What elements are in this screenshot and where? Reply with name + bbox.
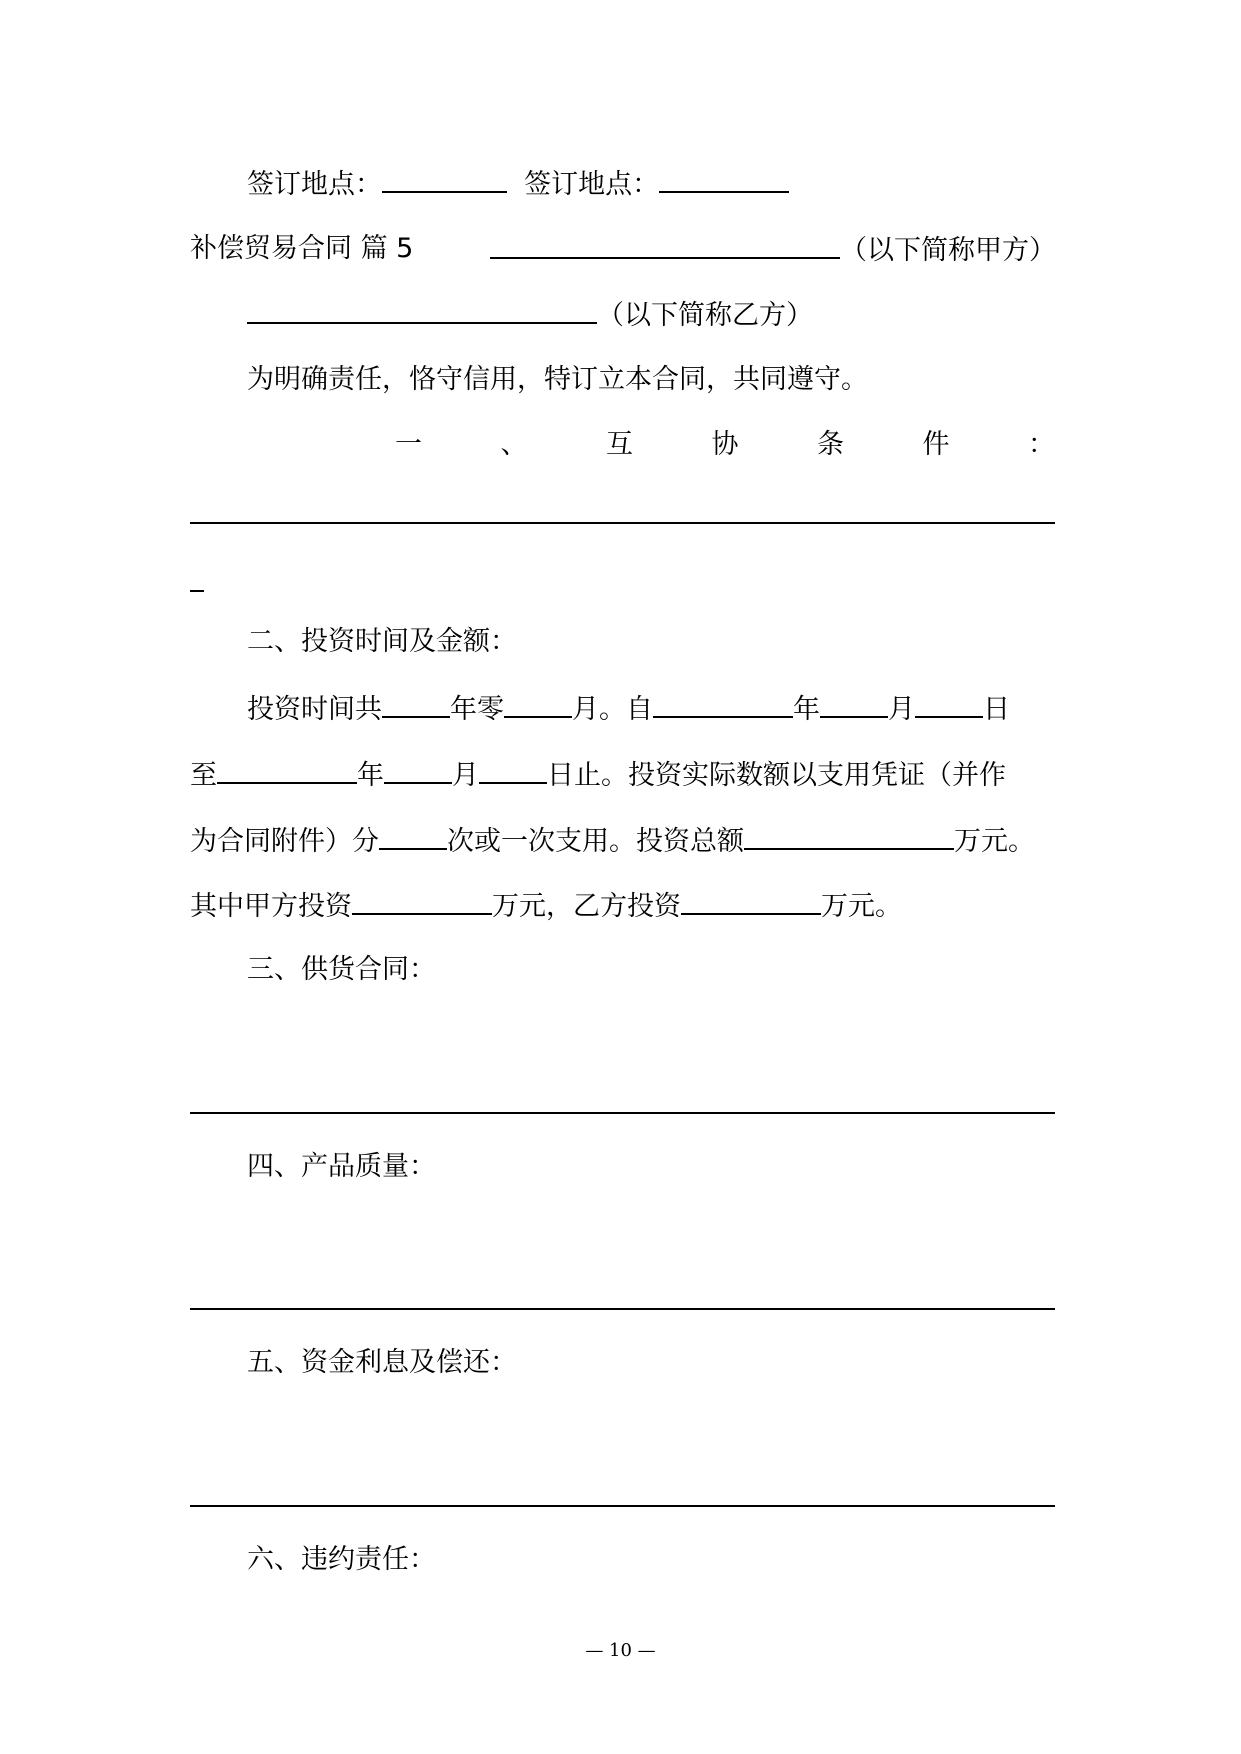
party-b-investment-blank[interactable] <box>681 885 821 915</box>
section1-char: 协 <box>711 429 739 460</box>
section5-fill-line[interactable] <box>190 1505 1055 1507</box>
section3-heading: 三、供货合同： <box>247 954 436 985</box>
section1-char: 件 <box>922 429 950 460</box>
total-investment-blank[interactable] <box>744 820 954 850</box>
section1-heading <box>395 425 1055 465</box>
section1-char: 互 <box>606 429 633 460</box>
text-segment: 月 <box>888 694 915 725</box>
section2-heading: 二、投资时间及金额： <box>247 626 517 657</box>
end-year-blank[interactable] <box>217 754 357 784</box>
signing-place-label-b: 签订地点： <box>524 169 660 200</box>
text-segment: 至 <box>190 760 217 791</box>
installments-blank[interactable] <box>379 820 447 850</box>
months-blank[interactable] <box>504 688 572 718</box>
page-number: — 10 — <box>585 1640 656 1661</box>
text-segment: 投资时间共 <box>247 694 382 725</box>
section1-char: 、 <box>500 429 528 460</box>
years-blank[interactable] <box>382 688 450 718</box>
party-b-line <box>247 294 813 336</box>
text-segment: 月。自 <box>572 694 653 725</box>
party-a-line <box>490 229 1056 271</box>
section6-heading: 六、违约责任： <box>247 1544 436 1575</box>
contract-title: 补偿贸易合同 篇 5 <box>190 233 414 264</box>
text-segment: 万元，乙方投资 <box>492 891 681 922</box>
investment-line-1 <box>247 688 1010 730</box>
section3-fill-line[interactable] <box>190 1112 1055 1114</box>
section1-fill-line[interactable] <box>190 522 1055 524</box>
section1-char: 一 <box>395 429 422 460</box>
signing-place-blank-a[interactable] <box>382 163 507 193</box>
section1-fill-line-tail[interactable] <box>190 590 204 592</box>
text-segment: 年 <box>357 760 384 791</box>
text-segment: 月 <box>452 760 479 791</box>
section4-fill-line[interactable] <box>190 1308 1055 1310</box>
party-a-blank[interactable] <box>490 229 840 259</box>
party-a-investment-blank[interactable] <box>352 885 492 915</box>
text-segment: 年 <box>793 694 820 725</box>
signing-place-blank-b[interactable] <box>659 163 789 193</box>
investment-line-3 <box>190 820 1035 862</box>
section1-char: 条 <box>817 429 844 460</box>
end-month-blank[interactable] <box>384 754 452 784</box>
text-segment: 日止。投资实际数额以支用凭证（并作 <box>547 760 1006 791</box>
investment-line-4 <box>190 885 902 927</box>
text-segment: 次或一次支用。投资总额 <box>447 826 744 857</box>
section4-heading: 四、产品质量： <box>247 1151 436 1182</box>
investment-line-2 <box>190 754 1006 796</box>
text-segment: 日 <box>983 694 1010 725</box>
signing-place-line <box>247 163 789 205</box>
text-segment: 为合同附件）分 <box>190 826 379 857</box>
text-segment: 万元。 <box>821 891 902 922</box>
start-day-blank[interactable] <box>915 688 983 718</box>
text-segment: 万元。 <box>954 826 1035 857</box>
text-segment: 年零 <box>450 694 504 725</box>
party-b-blank[interactable] <box>247 294 597 324</box>
signing-place-label-a: 签订地点： <box>247 169 382 200</box>
section1-char: ： <box>1028 429 1055 460</box>
preamble-text: 为明确责任，恪守信用，特订立本合同，共同遵守。 <box>247 364 868 395</box>
party-a-suffix: （以下简称甲方） <box>840 235 1056 266</box>
start-month-blank[interactable] <box>820 688 888 718</box>
text-segment: 其中甲方投资 <box>190 891 352 922</box>
section5-heading: 五、资金利息及偿还： <box>247 1347 517 1378</box>
end-day-blank[interactable] <box>479 754 547 784</box>
party-b-suffix: （以下简称乙方） <box>597 300 813 331</box>
start-year-blank[interactable] <box>653 688 793 718</box>
